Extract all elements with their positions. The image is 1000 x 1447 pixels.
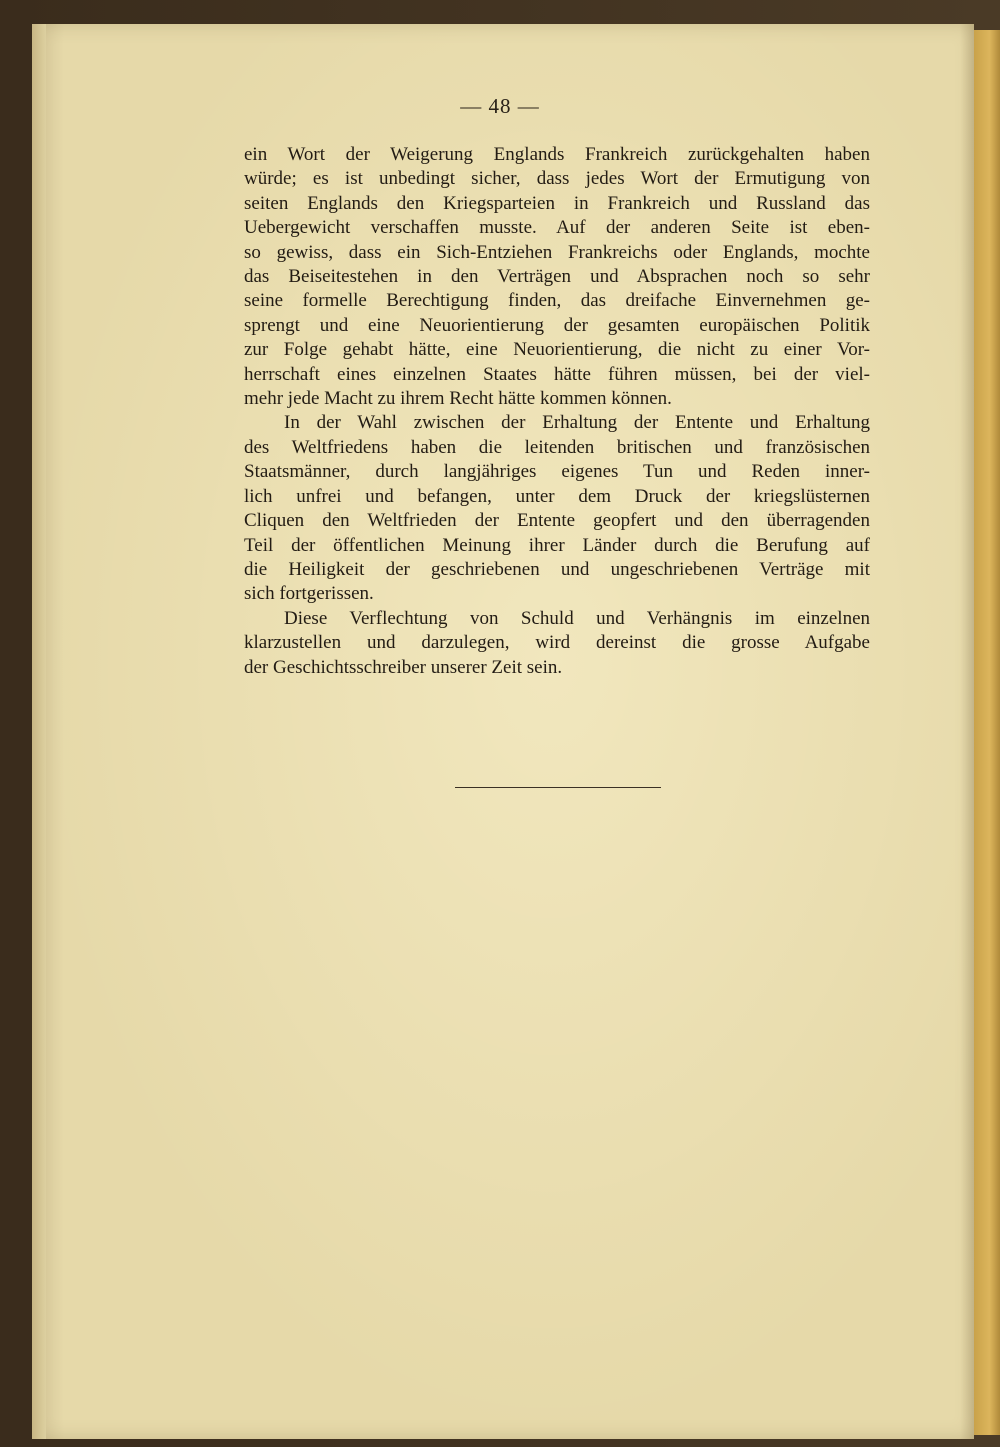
text-line: so gewiss, dass ein Sich-Entziehen Frankreichs oder Englands, mochte <box>244 241 870 263</box>
text-line: zur Folge gehabt hätte, eine Neuorientierung, die nicht zu einer Vor- <box>244 339 870 361</box>
paragraph-3 <box>244 607 870 680</box>
binding-edge <box>32 24 46 1439</box>
text-line: In der Wahl zwischen der Erhaltung der Entente und Erhaltung <box>284 412 870 434</box>
text-line: seiten Englands den Kriegsparteien in Frankreich und Russland das <box>244 192 870 214</box>
text-line: herrschaft eines einzelnen Staates hätte führen müssen, bei der viel- <box>244 363 870 385</box>
text-line: klarzustellen und darzulegen, wird dereinst die grosse Aufgabe <box>244 632 870 654</box>
text-line: des Weltfriedens haben die leitenden britischen und französischen <box>244 436 870 458</box>
paragraph-1 <box>244 143 870 411</box>
text-line: Teil der öffentlichen Meinung ihrer Länder durch die Berufung auf <box>244 534 870 556</box>
text-line: Cliquen den Weltfrieden der Entente geopfert und den überragenden <box>244 510 870 532</box>
text-line: Staatsmänner, durch langjähriges eigenes Tun und Reden inner- <box>244 461 870 483</box>
text-line: Diese Verflechtung von Schuld und Verhängnis im einzelnen <box>284 607 870 629</box>
body-text <box>244 143 870 680</box>
text-line: sprengt und eine Neuorientierung der gesamten europäischen Politik <box>244 314 870 336</box>
paragraph-2 <box>244 411 870 606</box>
text-line: mehr jede Macht zu ihrem Recht hätte kommen können. <box>244 388 672 410</box>
text-line: der Geschichtsschreiber unserer Zeit sein. <box>244 656 563 678</box>
text-line: das Beiseitestehen in den Verträgen und Absprachen noch so sehr <box>244 266 870 288</box>
adjacent-page-edge <box>974 30 1000 1435</box>
text-line: würde; es ist unbedingt sicher, dass jedes Wort der Ermutigung von <box>244 168 870 190</box>
section-end-rule <box>455 787 661 788</box>
text-line: ein Wort der Weigerung Englands Frankreich zurückgehalten haben <box>244 144 870 165</box>
text-line: lich unfrei und befangen, unter dem Druck der kriegslüsternen <box>244 485 870 507</box>
text-line: Uebergewicht verschaffen musste. Auf der anderen Seite ist eben- <box>244 217 870 239</box>
text-line: sich fortgerissen. <box>244 583 374 605</box>
text-line: die Heiligkeit der geschriebenen und ungeschriebenen Verträge mit <box>244 558 870 580</box>
page-number: — 48 — <box>460 94 540 118</box>
text-line: seine formelle Berechtigung finden, das dreifache Einvernehmen ge- <box>244 290 870 312</box>
